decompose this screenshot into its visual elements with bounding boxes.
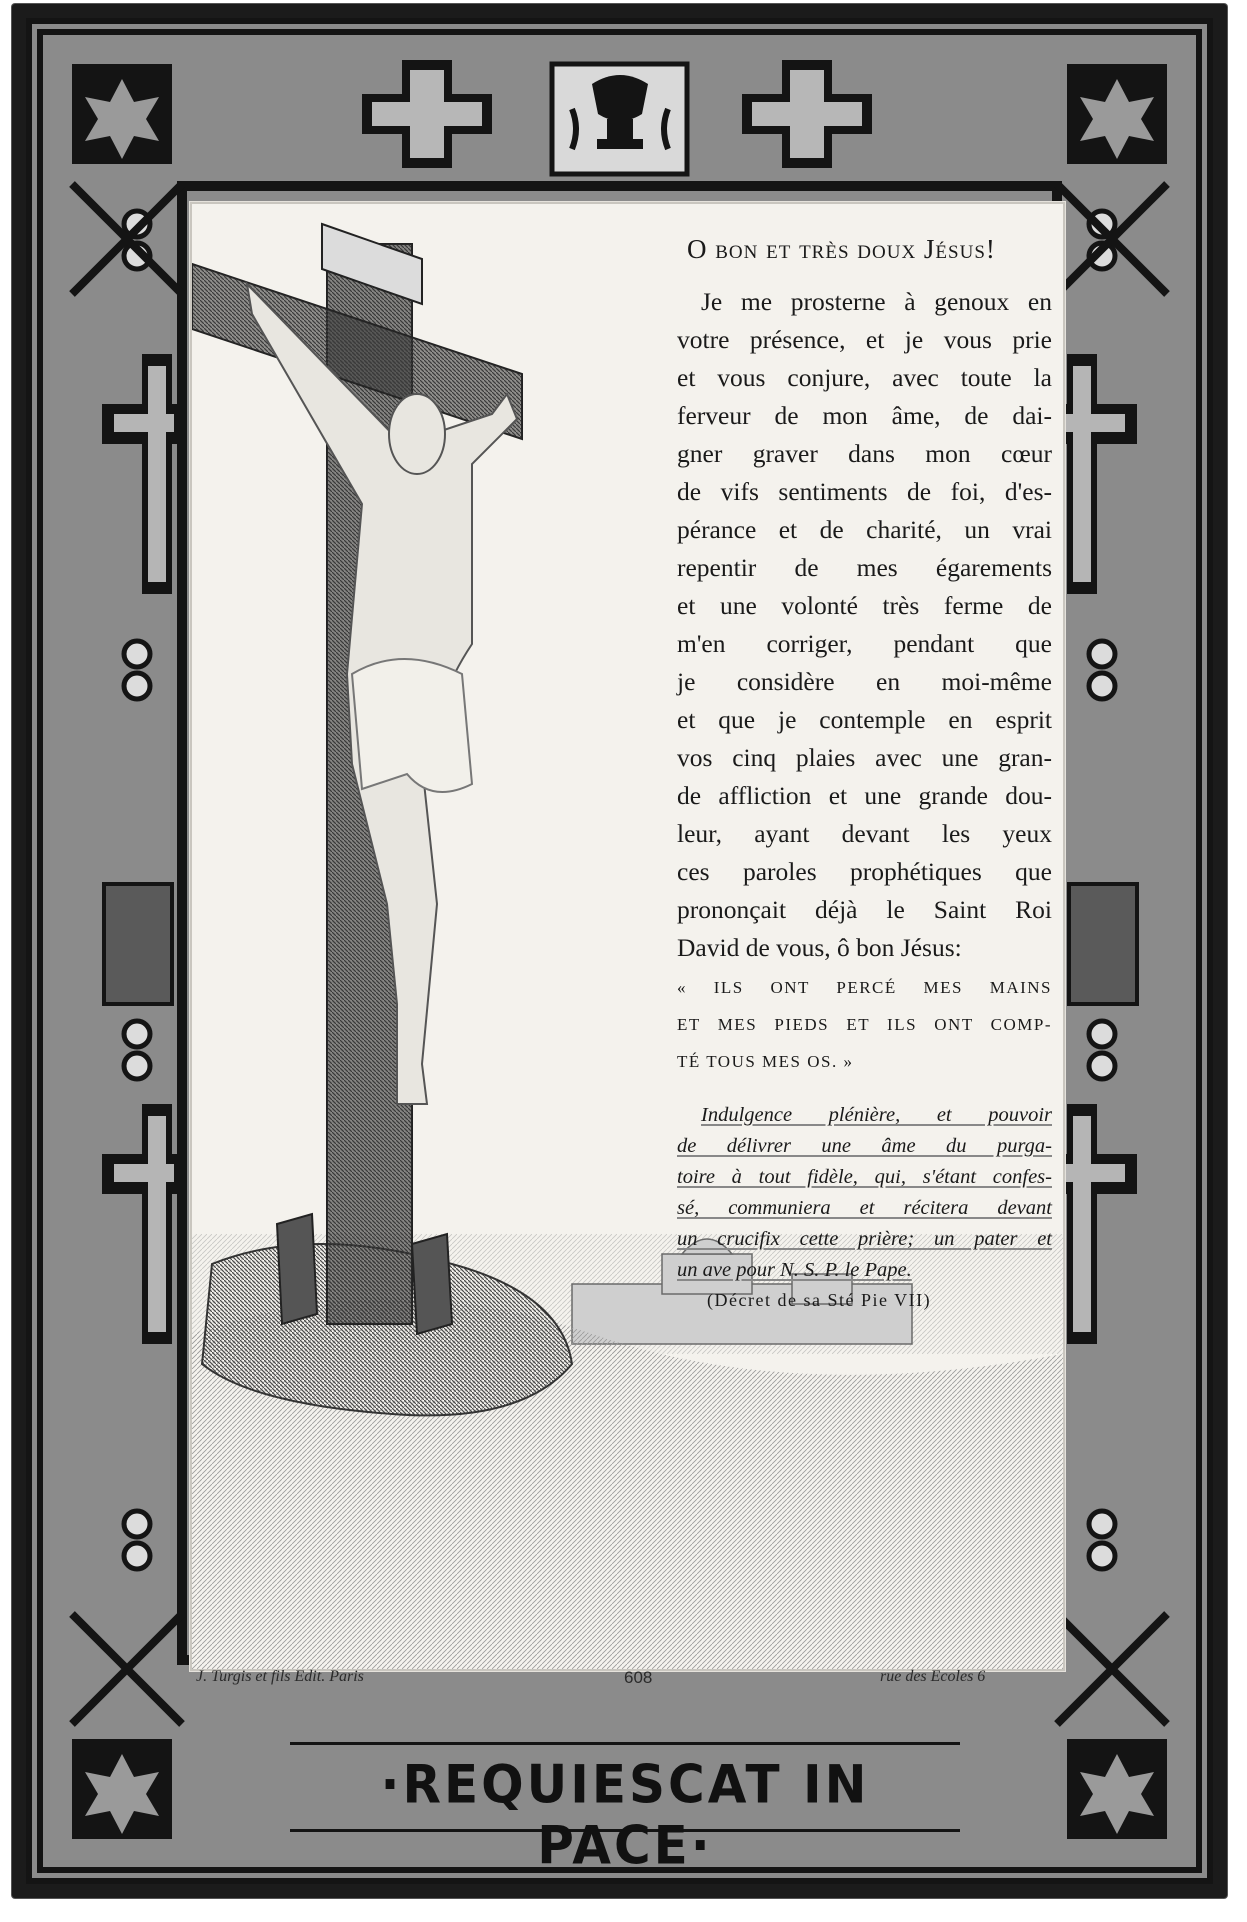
- psalm-line: « ILS ONT PERCÉ MES MAINS: [677, 978, 1052, 997]
- prayer-line: et vous conjure, avec toute la: [677, 363, 1052, 392]
- indulgence-line: Indulgence plénière, et pouvoir: [701, 1104, 1052, 1126]
- prayer-line: votre présence, et je vous prie: [677, 325, 1052, 354]
- banner-text: ·REQUIESCAT IN PACE·: [380, 1754, 870, 1876]
- prayer-line: et une volonté très ferme de: [677, 591, 1052, 620]
- prayer-block: [677, 224, 1052, 1311]
- prayer-line: ces paroles prophétiques que: [677, 857, 1052, 886]
- indulgence-line: sé, communiera et récitera devant: [677, 1197, 1052, 1219]
- urn-icon: [552, 64, 687, 174]
- indulgence-line: de délivrer une âme du purga-: [677, 1135, 1052, 1157]
- requiescat-banner: [290, 1742, 960, 1876]
- prayer-line: m'en corriger, pendant que: [677, 629, 1052, 658]
- indulgence-note: [677, 1100, 1052, 1286]
- prayer-line: leur, ayant devant les yeux: [677, 819, 1052, 848]
- prayer-line: Je me prosterne à genoux en: [701, 287, 1052, 316]
- publisher-address: rue des Ecoles 6: [880, 1668, 986, 1685]
- engraving-panel: [190, 202, 1065, 1671]
- prayer-line: je considère en moi-même: [677, 667, 1052, 696]
- prayer-text: [677, 283, 1052, 967]
- indulgence-line: toire à tout fidèle, qui, s'étant confes-: [677, 1166, 1052, 1188]
- decree-citation: (Décret de sa Sté Pie VII): [707, 1290, 932, 1310]
- prayer-line: et que je contemple en esprit: [677, 705, 1052, 734]
- prayer-line: ferveur de mon âme, de dai-: [677, 401, 1052, 430]
- psalm-line: ET MES PIEDS ET ILS ONT COMP-: [677, 1015, 1052, 1034]
- indulgence-line: un crucifix cette prière; un pater et: [677, 1228, 1052, 1250]
- prayer-title: O bon et très doux Jésus!: [687, 234, 996, 264]
- prayer-line: vos cinq plaies avec une gran-: [677, 743, 1052, 772]
- prayer-line: de vifs sentiments de foi, d'es-: [677, 477, 1052, 506]
- prayer-line: repentir de mes égarements: [677, 553, 1052, 582]
- indulgence-line: un ave pour N. S. P. le Pape.: [677, 1259, 912, 1281]
- prayer-line: prononçait déjà le Saint Roi: [677, 895, 1052, 924]
- psalm-quote: [677, 969, 1052, 1080]
- prayer-line: gner graver dans mon cœur: [677, 439, 1052, 468]
- publisher-imprint: J. Turgis et fils Edit. Paris: [196, 1668, 364, 1685]
- prayer-line: David de vous, ô bon Jésus:: [677, 933, 962, 962]
- plate-number: 608: [624, 1668, 653, 1687]
- prayer-line: de affliction et une grande dou-: [677, 781, 1052, 810]
- prayer-line: pérance et de charité, un vrai: [677, 515, 1052, 544]
- psalm-line: TÉ TOUS MES OS. »: [677, 1052, 854, 1071]
